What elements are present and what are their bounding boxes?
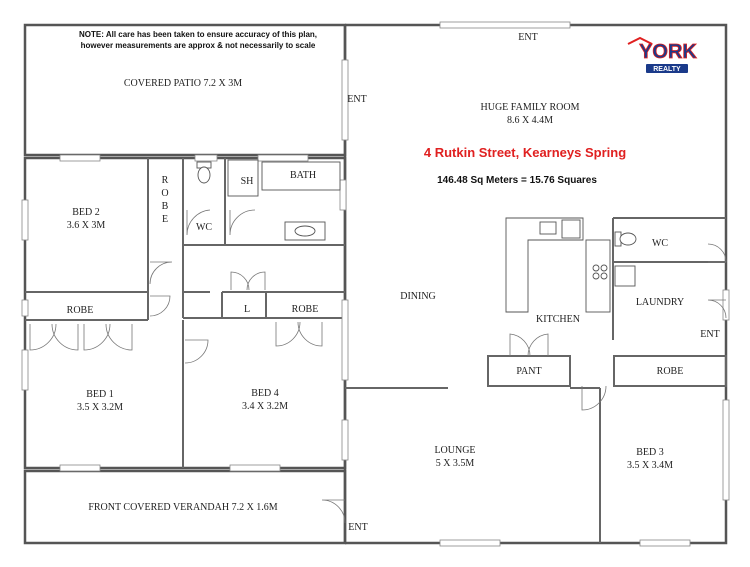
room-lounge-size: 5 X 3.5M xyxy=(435,458,475,469)
room-wc: WC xyxy=(195,222,213,233)
room-covered-patio: COVERED PATIO 7.2 X 3M xyxy=(123,78,243,89)
room-bed4-name: BED 4 xyxy=(251,388,279,399)
logo-tagline: REALTY xyxy=(653,66,681,73)
property-address: 4 Rutkin Street, Kearneys Spring xyxy=(423,145,627,160)
cooktop-icon xyxy=(593,265,599,271)
room-pantry: PANT xyxy=(516,366,542,377)
entry-label-laundry: ENT xyxy=(700,329,720,340)
room-laundry: LAUNDRY xyxy=(635,297,685,308)
room-bath: BATH xyxy=(289,170,317,181)
logo-name: YORK xyxy=(639,41,697,63)
room-linen: L xyxy=(243,304,251,315)
sink-icon xyxy=(562,220,580,238)
room-bed1-size: 3.5 X 3.2M xyxy=(76,402,124,413)
doors xyxy=(30,210,726,523)
entry-label-patio: ENT xyxy=(347,94,367,105)
floor-area: 146.48 Sq Meters = 15.76 Squares xyxy=(437,175,597,186)
room-robe-bed3: ROBE xyxy=(656,366,684,377)
robe-letter-2: O xyxy=(161,188,169,199)
note-line-2: however measurements are approx & not necessarily to scale xyxy=(80,41,316,50)
robe-letter-1: R xyxy=(161,175,169,186)
room-bed4-size: 3.4 X 3.2M xyxy=(241,401,289,412)
room-lounge-name: LOUNGE xyxy=(434,445,476,456)
room-laundry-wc: WC xyxy=(651,238,669,249)
room-bed3-name: BED 3 xyxy=(636,447,664,458)
laundry-tub-icon xyxy=(615,266,635,286)
room-bed1-name: BED 1 xyxy=(86,389,114,400)
room-robe-bed4: ROBE xyxy=(291,304,319,315)
room-robe-bed1: ROBE xyxy=(66,305,94,316)
room-kitchen: KITCHEN xyxy=(536,314,580,325)
entry-label-top: ENT xyxy=(518,32,538,43)
room-bed2-size: 3.6 X 3M xyxy=(66,220,106,231)
room-dining: DINING xyxy=(400,291,436,302)
interior-walls xyxy=(25,158,726,543)
room-sh: SH xyxy=(240,176,254,187)
york-realty-logo xyxy=(628,38,697,73)
room-family-name: HUGE FAMILY ROOM xyxy=(480,102,580,113)
robe-letter-4: E xyxy=(161,214,169,225)
entry-label-verandah: ENT xyxy=(348,522,368,533)
room-front-verandah: FRONT COVERED VERANDAH 7.2 X 1.6M xyxy=(88,502,278,513)
room-family-size: 8.6 X 4.4M xyxy=(506,115,554,126)
robe-letter-3: B xyxy=(161,201,169,212)
note-line-1: NOTE: All care has been taken to ensure accuracy of this plan, xyxy=(79,30,317,39)
room-bed2-name: BED 2 xyxy=(72,207,100,218)
room-bed3-size: 3.5 X 3.4M xyxy=(626,460,674,471)
